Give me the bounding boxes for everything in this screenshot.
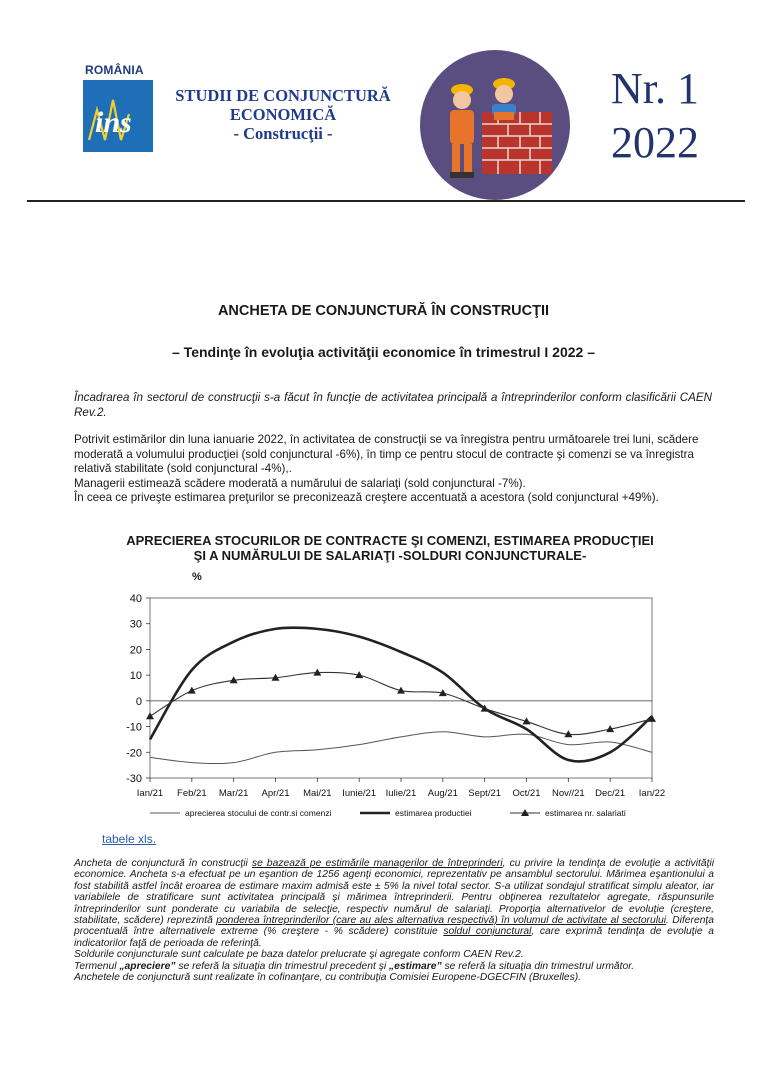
- note-cofinancing-line: Anchetele de conjunctură sunt realizate în cofinanţare, cu contribuţia Comisiei Europene-DGECFIN (Bruxelles).: [74, 972, 582, 984]
- y-tick-label: 40: [129, 593, 142, 605]
- logo-text: ins: [95, 106, 132, 139]
- legend-label-2: estimarea productiei: [395, 808, 472, 818]
- x-tick-label: Iulie/21: [385, 788, 417, 799]
- series-line-1: [150, 732, 652, 764]
- x-tick-label: Ian/21: [136, 788, 164, 799]
- x-tick-label: Oct/21: [512, 788, 541, 799]
- note-terms-a: Termenul: [74, 960, 120, 972]
- worker-1-icon: [450, 84, 474, 178]
- ins-logo: [83, 80, 153, 152]
- x-tick-label: Iunie/21: [342, 788, 377, 799]
- note-text-3: . Diferenţa procentuală între alternativele extreme (% creştere - % scădere) constituie: [74, 915, 715, 938]
- chart-title-line1: APRECIEREA STOCURILOR DE CONTRACTE ŞI COMENZI, ESTIMAREA PRODUCŢIEI: [126, 533, 654, 548]
- note-text-1: Ancheta de conjunctură în construcţii: [74, 858, 252, 869]
- issue-number: Nr. 1: [611, 64, 699, 113]
- publication-title: [158, 86, 408, 143]
- document-title: ANCHETA DE CONJUNCTURĂ ÎN CONSTRUCŢII: [217, 303, 550, 319]
- series-3-point: [188, 687, 196, 694]
- summary-line-prices: În ceea ce priveşte estimarea preţurilor se preconizează creştere accentuată a acestora (sold conjunctural +49%).: [74, 491, 659, 504]
- chart-title: [60, 533, 720, 563]
- x-tick-label: Ian/22: [638, 788, 666, 799]
- note-underlined-1: se bazează pe estimările managerilor de întreprinderi: [251, 858, 503, 869]
- note-term-apreciere: „apreciere”: [119, 960, 176, 972]
- note-underlined-2: ponderea întreprinderilor (care au ales alternativa respectivă) în volumul de activitate al sectorului: [216, 915, 667, 927]
- x-tick-label: Mar/21: [218, 788, 249, 799]
- legend-label-3: estimarea nr. salariati: [545, 808, 626, 818]
- x-tick-label: Apr/21: [261, 788, 290, 799]
- note-terms-line: [74, 961, 714, 972]
- x-tick-label: Aug/21: [427, 788, 458, 799]
- summary-line-production: Potrivit estimărilor din luna ianuarie 2022, în activitatea de construcţii se va înregistra pentru următoarele trei luni, scădere moderată a volumului producţiei (sold conjunctural -6%), în timp ce pentru stocul de contracte şi comenzi se va înregistra relativă stabilitate (sold conjunctural -4%),.: [74, 433, 699, 475]
- document-subtitle: – Tendinţe în evoluţia activităţii economice în trimestrul I 2022 –: [172, 344, 595, 360]
- summary-line-employees: Managerii estimează scădere moderată a numărului de salariaţi (sold conjunctural -7%).: [74, 476, 526, 490]
- issue-label: [600, 62, 710, 170]
- worker-2-icon: [492, 78, 516, 120]
- y-axis-unit: %: [192, 571, 202, 583]
- line-chart: [110, 588, 670, 828]
- series-3-point: [146, 712, 154, 719]
- issue-year: 2022: [611, 118, 699, 167]
- brick-wall-icon: [482, 112, 552, 174]
- publication-title-line2: ECONOMICĂ: [229, 105, 337, 124]
- note-term-estimare: „estimare”: [389, 960, 442, 972]
- xls-tables-link[interactable]: tabele xls.: [102, 832, 157, 846]
- x-tick-label: Dec/21: [595, 788, 626, 799]
- chart-title-line2: ŞI A NUMĂRULUI DE SALARIAŢI -SOLDURI CONJUNCTURALE-: [193, 548, 587, 563]
- summary-paragraph: [74, 433, 712, 506]
- x-tick-label: Sept/21: [468, 788, 502, 799]
- y-tick-label: -20: [126, 747, 142, 760]
- country-label: ROMÂNIA: [85, 63, 144, 77]
- x-tick-label: Nov//21: [551, 788, 585, 799]
- header-divider: [27, 200, 745, 202]
- publication-title-line3: - Construcţii -: [233, 124, 333, 143]
- methodology-paragraph: [74, 858, 714, 949]
- x-tick-label: Mai/21: [303, 788, 332, 799]
- note-caen-line: Soldurile conjuncturale sunt calculate pe baza datelor prelucrate şi agregate conform CAEN Rev.2.: [74, 949, 524, 961]
- construction-workers-illustration: [420, 50, 570, 200]
- note-terms-e: se referă la situaţia din trimestrul următor.: [441, 960, 635, 972]
- intro-paragraph: Încadrarea în sectorul de construcţii s-a făcut în funcţie de activitatea principală a întreprinderilor conform clasificării CAEN Rev.2.: [74, 391, 712, 419]
- y-tick-label: 20: [129, 644, 142, 657]
- publication-title-line1: STUDII DE CONJUNCTURĂ: [175, 86, 391, 105]
- note-text-2: , cu privire la tendinţa de evoluţie a activităţii economice. Ancheta s-a efectuat pe un eşantion de 1256 agenţi economici, reprezentativ pe ansamblul sectorului. Mărimea eşantionului a fost stabilită astfel încât eroarea de estimare maxim admisă este ± 5% la nivel total sector. S-a utilizat sondajul stratificat simplu aleator, iar variabilele de stratificare sunt activitatea principală şi mărimea întreprinderii. Pentru obţinerea rezultatelor agregate, răspunsurile întreprinderilor sunt ponderate cu variabila de selecţie, respectiv numărul de salariaţi. Proporţia alternativelor de evoluţie (creştere, stabilitate, scădere) reprezintă: [74, 858, 715, 927]
- note-terms-c: se referă la situaţia din trimestrul precedent şi: [175, 960, 389, 972]
- y-tick-label: 10: [129, 670, 142, 683]
- series-line-2: [150, 628, 652, 762]
- y-tick-label: 30: [129, 618, 142, 631]
- y-tick-label: 0: [135, 695, 142, 708]
- note-underlined-3: soldul conjunctural: [443, 926, 532, 938]
- legend-label-1: aprecierea stocului de contr.si comenzi: [185, 808, 332, 818]
- series-line-3: [150, 672, 652, 734]
- x-tick-label: Feb/21: [177, 788, 207, 799]
- y-tick-label: -30: [126, 773, 142, 785]
- y-tick-label: -10: [126, 721, 142, 734]
- methodology-note: [74, 858, 714, 983]
- note-text-4: , care exprimă tendinţa de evoluţie a indicatorilor faţă de perioada de referinţă.: [74, 926, 714, 949]
